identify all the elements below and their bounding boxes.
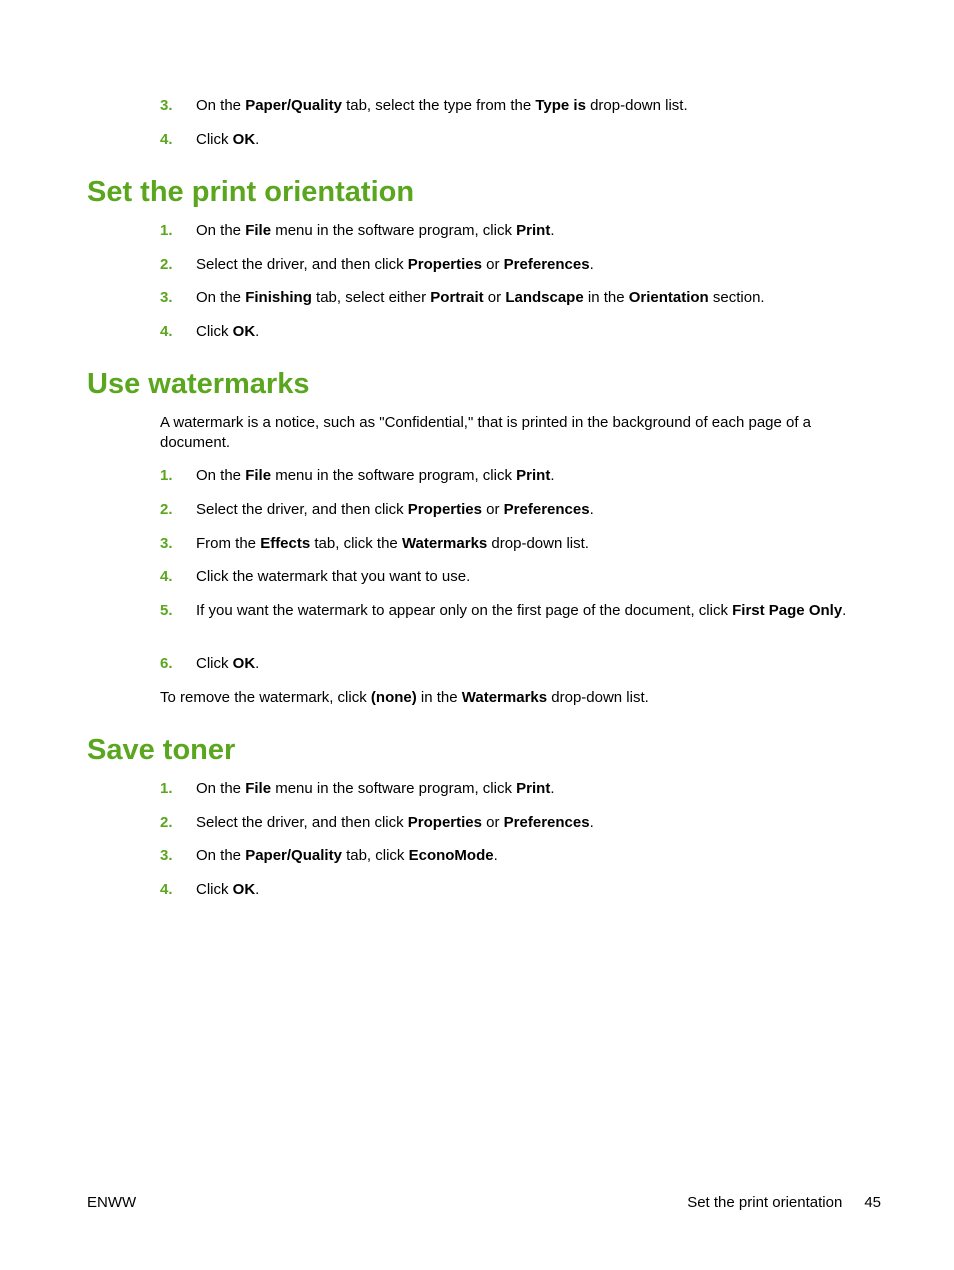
step-text: Click OK. xyxy=(196,323,260,340)
step-number: 3. xyxy=(160,847,173,864)
step-text: Click OK. xyxy=(196,881,260,898)
step-text: On the Paper/Quality tab, click EconoMode. xyxy=(196,847,498,864)
step-text: On the File menu in the software program, click Print. xyxy=(196,780,555,797)
step-number: 3. xyxy=(160,289,173,306)
footer-left: ENWW xyxy=(87,1194,137,1211)
step-number: 1. xyxy=(160,222,173,239)
paragraph: To remove the watermark, click (none) in the Watermarks drop-down list. xyxy=(160,689,649,706)
step-text: On the File menu in the software program, click Print. xyxy=(196,467,555,484)
step-number: 1. xyxy=(160,467,173,484)
step-text: Click OK. xyxy=(196,131,260,148)
step-number: 4. xyxy=(160,881,173,898)
step-number: 3. xyxy=(160,535,173,552)
step-number: 2. xyxy=(160,814,173,831)
step-number: 3. xyxy=(160,97,173,114)
page-number: 45 xyxy=(864,1194,881,1211)
step-number: 6. xyxy=(160,655,173,672)
paragraph: A watermark is a notice, such as "Confidential," that is printed in the background of each page of a document. xyxy=(160,414,812,451)
step-number: 5. xyxy=(160,602,173,619)
step-text: On the Finishing tab, select either Portrait or Landscape in the Orientation section. xyxy=(196,289,765,306)
step-number: 4. xyxy=(160,323,173,340)
step-text: On the File menu in the software program, click Print. xyxy=(196,222,555,239)
step-text: Select the driver, and then click Properties or Preferences. xyxy=(196,814,594,831)
step-number: 4. xyxy=(160,131,173,148)
step-text: If you want the watermark to appear only on the first page of the document, click First Page Only. xyxy=(196,602,847,619)
section-heading-toner: Save toner xyxy=(87,734,236,766)
step-text: On the Paper/Quality tab, select the type from the Type is drop-down list. xyxy=(196,97,688,114)
step-number: 4. xyxy=(160,568,173,585)
step-number: 2. xyxy=(160,501,173,518)
step-number: 2. xyxy=(160,256,173,273)
footer-section-title: Set the print orientation xyxy=(687,1194,843,1211)
step-text: Select the driver, and then click Properties or Preferences. xyxy=(196,501,594,518)
section-heading-watermarks: Use watermarks xyxy=(87,368,310,400)
section-heading-orientation: Set the print orientation xyxy=(87,176,415,208)
footer-right xyxy=(687,1193,881,1213)
step-text: Click OK. xyxy=(196,655,260,672)
step-text: From the Effects tab, click the Watermarks drop-down list. xyxy=(196,535,589,552)
step-text: Select the driver, and then click Properties or Preferences. xyxy=(196,256,594,273)
step-number: 1. xyxy=(160,780,173,797)
step-text: Click the watermark that you want to use. xyxy=(196,568,471,585)
